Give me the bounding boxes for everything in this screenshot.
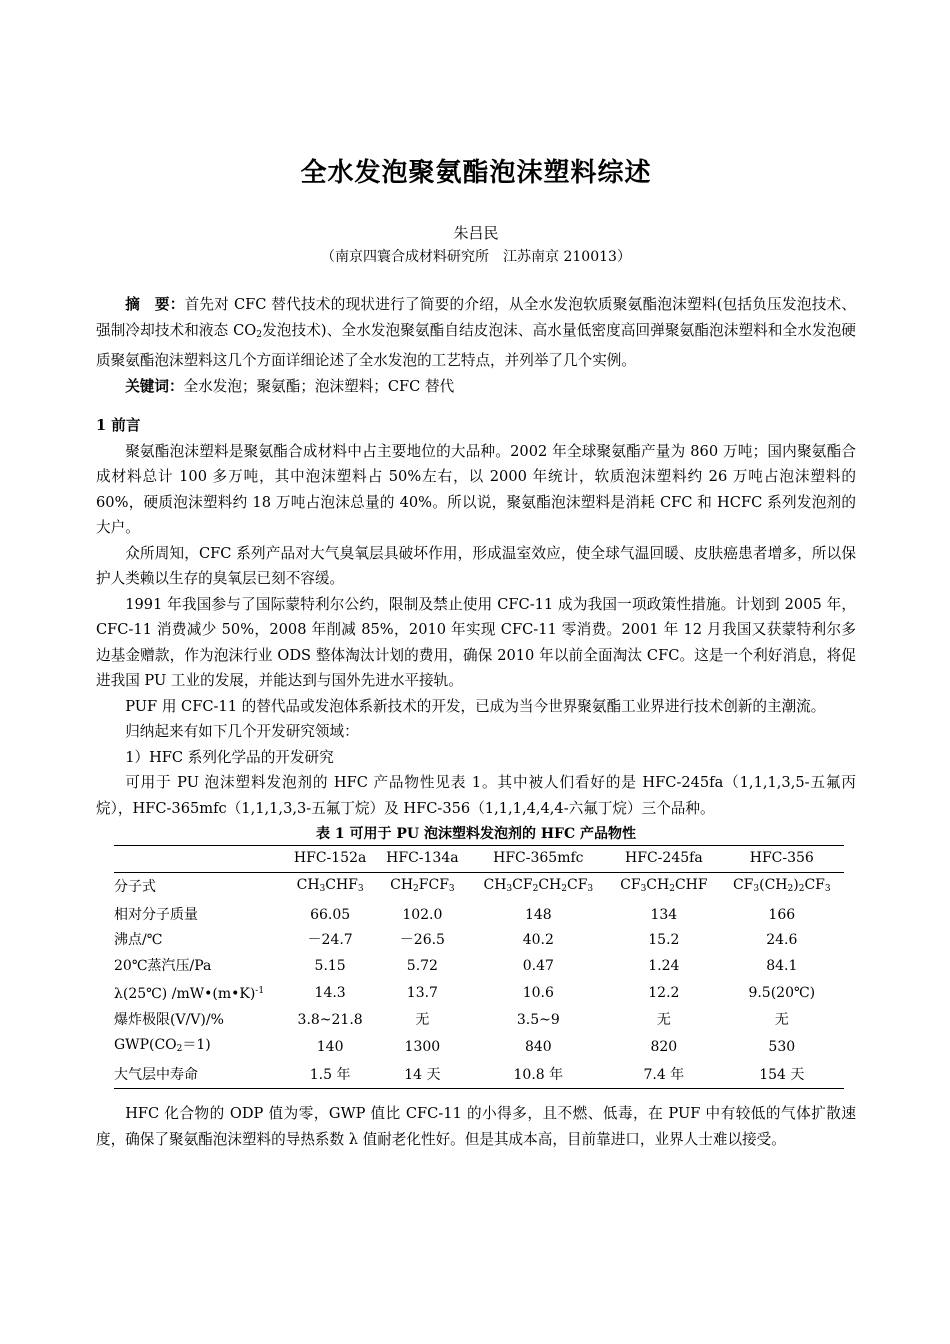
table-cell: 40.2	[522, 932, 554, 948]
table-cell: 24.6	[766, 932, 798, 948]
paragraph: PUF 用 CFC-11 的替代品或发泡体系新技术的开发，已成为当今世界聚氨酯工业界进行技术创新的主潮流。	[125, 697, 826, 715]
table-cell: 12.2	[648, 984, 680, 1001]
table-row	[114, 954, 844, 980]
table-cell: $CH_3CF_2CH_2CF_3$	[483, 877, 594, 894]
table-cell: 3.8~21.8	[297, 1011, 363, 1028]
abstract	[96, 292, 856, 374]
table-cell: 5.72	[406, 957, 438, 974]
paragraph: 众所周知，CFC 系列产品对大气臭氧层具破坏作用，形成温室效应，使全球气温回暖、皮肤癌患者增多，所以保护人类赖以生存的臭氧层已刻不容缓。	[96, 544, 856, 587]
affiliation: （南京四寰合成材料研究所 江苏南京 210013）	[321, 249, 631, 265]
table-cell: 1.5 年	[284, 1063, 376, 1089]
table-cell: 14 天	[376, 1063, 468, 1089]
table-cell: $CH_3CHF_3$	[296, 877, 364, 894]
table-cell: 166	[768, 906, 796, 923]
paragraph: 可用于 PU 泡沫塑料发泡剂的 HFC 产品物性见表 1。其中被人们看好的是 HFC-245fa（1,1,1,3,5-五氟丙烷），HFC-365mfc（1,1,1,3,3-五氟丁烷）及 HFC-356（1,1,1,4,4,4-六氟丁烷）三个品种。	[96, 774, 856, 817]
table-cell: 5.15	[314, 957, 346, 974]
abstract-subscript: 2	[256, 329, 262, 340]
table-body	[114, 873, 844, 1089]
table-row	[114, 1008, 844, 1034]
table-row-label: 沸点/℃	[114, 932, 163, 948]
table-cell: 1300	[404, 1039, 441, 1055]
table-row-label: $GWP(CO_2=1)$	[114, 1037, 211, 1054]
table-cell: －26.5	[399, 932, 445, 948]
table-row	[114, 928, 844, 954]
section-heading: 1 前言	[96, 417, 141, 434]
table-cell: $CF_3CH_2CHF$	[620, 877, 708, 894]
table-cell: 13.7	[406, 984, 438, 1001]
paragraph: 归纳起来有如下几个开发研究领域：	[125, 723, 359, 740]
table-cell: 9.5(20℃)	[748, 984, 816, 1001]
table-cell: 140	[316, 1039, 344, 1055]
table-header-cell: HFC-245fa	[608, 846, 719, 873]
hfc-properties-table	[114, 845, 844, 1089]
table-header-cell: HFC-152a	[284, 846, 376, 873]
table-row-label: 分子式	[114, 879, 156, 895]
body-text	[96, 292, 856, 1152]
table-cell: 10.8 年	[469, 1063, 609, 1089]
table-cell: 820	[650, 1039, 678, 1055]
table-row-label: 大气层中寿命	[114, 1063, 284, 1089]
author: 朱吕民	[453, 224, 499, 242]
table-cell: 无	[774, 1011, 789, 1028]
table-header-row	[114, 846, 844, 873]
table-row	[114, 873, 844, 903]
table-row-label: 相对分子质量	[114, 906, 198, 923]
table-cell: $CH_2FCF_3$	[390, 877, 455, 894]
table-cell: $CF_3(CH_2)_2CF_3$	[732, 877, 831, 894]
table-row	[114, 1033, 844, 1063]
paragraph: 1）HFC 系列化学品的开发研究	[125, 748, 334, 766]
table-cell: 148	[524, 906, 552, 923]
table-header-cell	[114, 846, 284, 873]
paragraph: 1991 年我国参与了国际蒙特利尔公约，限制及禁止使用 CFC-11 成为我国一项政策性措施。计划到 2005 年，CFC-11 消费减少 50%，2008 年削减 85%，2010 年实现 CFC-11 零消费。2001 年 12 月我国又获蒙特利尔多边基金赠款，作为泡沫行业 ODS 整体淘汰计划的费用，确保 2010 年以前全面淘汰 CFC。这是一个利好消息，将促进我国 PU 工业的发展，并能达到与国外先进水平接轨。	[96, 595, 856, 689]
table-cell: 14.3	[314, 984, 346, 1001]
paper-title: 全水发泡聚氨酯泡沫塑料综述	[300, 158, 652, 188]
abstract-text-1: 首先对 CFC 替代技术的现状进行了简要的介绍，从全水发泡软质聚氨酯泡沫塑料(包括负压发泡技术、强制冷却技术和液态 CO	[96, 296, 856, 339]
table-cell: 0.47	[522, 957, 554, 974]
abstract-text-2: 发泡技术)、全水发泡聚氨酯自结皮泡沫、高水量低密度高回弹聚氨酯泡沫塑料和全水发泡硬质聚氨酯泡沫塑料这几个方面详细论述了全水发泡的工艺特点，并列举了几个实例。	[96, 321, 856, 369]
table-cell: 134	[650, 906, 678, 923]
table-cell: 无	[656, 1011, 671, 1028]
table-row-label: λ(25℃) /mW•(m•K)$^{-1}$	[114, 986, 265, 1002]
table-cell: 154 天	[720, 1063, 844, 1089]
keywords	[96, 374, 856, 400]
table-row	[114, 979, 844, 1008]
paragraph: HFC 化合物的 ODP 值为零，GWP 值比 CFC-11 的小得多，且不燃、低毒，在 PUF 中有较低的气体扩散速度，确保了聚氨酯泡沫塑料的导热系数 λ 值耐老化性好。但是其成本高，目前靠进口，业界人士难以接受。	[96, 1105, 856, 1148]
keywords-text: 全水发泡；聚氨酯；泡沫塑料；CFC 替代	[183, 377, 455, 395]
table-cell: 1.24	[648, 957, 680, 974]
table-caption: 表 1 可用于 PU 泡沫塑料发泡剂的 HFC 产品物性	[315, 826, 637, 842]
table-cell: 15.2	[648, 932, 680, 948]
paragraph: 聚氨酯泡沫塑料是聚氨酯合成材料中占主要地位的大品种。2002 年全球聚氨酯产量为 860 万吨；国内聚氨酯合成材料总计 100 多万吨，其中泡沫塑料占 50%左右，以 2000 年统计，软质泡沫塑料约 26 万吨占泡沫塑料的 60%，硬质泡沫塑料约 18 万吨占泡沫总量的 40%。所以说，聚氨酯泡沫塑料是消耗 CFC 和 HCFC 系列发泡剂的大户。	[96, 442, 856, 536]
table-cell: 10.6	[522, 984, 554, 1001]
table-cell: 66.05	[310, 906, 351, 923]
table-cell: 840	[524, 1039, 552, 1055]
table-cell: 530	[768, 1039, 796, 1055]
table-cell: －24.7	[307, 932, 353, 948]
table-cell: 3.5~9	[516, 1011, 560, 1028]
table-cell: 102.0	[402, 906, 443, 923]
table-header-cell: HFC-356	[720, 846, 844, 873]
abstract-label: 摘 要：	[125, 296, 185, 313]
table-cell: 无	[415, 1011, 430, 1028]
table-row	[114, 1063, 844, 1089]
table-cell: 84.1	[766, 957, 798, 974]
table-row-label: 爆炸极限(V/V)/%	[114, 1011, 224, 1028]
table-header-cell: HFC-134a	[376, 846, 468, 873]
table-cell: 7.4 年	[608, 1063, 719, 1089]
table-header-cell: HFC-365mfc	[469, 846, 609, 873]
keywords-label: 关键词：	[125, 377, 184, 395]
table-row	[114, 903, 844, 929]
table-row-label: 20℃蒸汽压/Pa	[114, 957, 212, 974]
